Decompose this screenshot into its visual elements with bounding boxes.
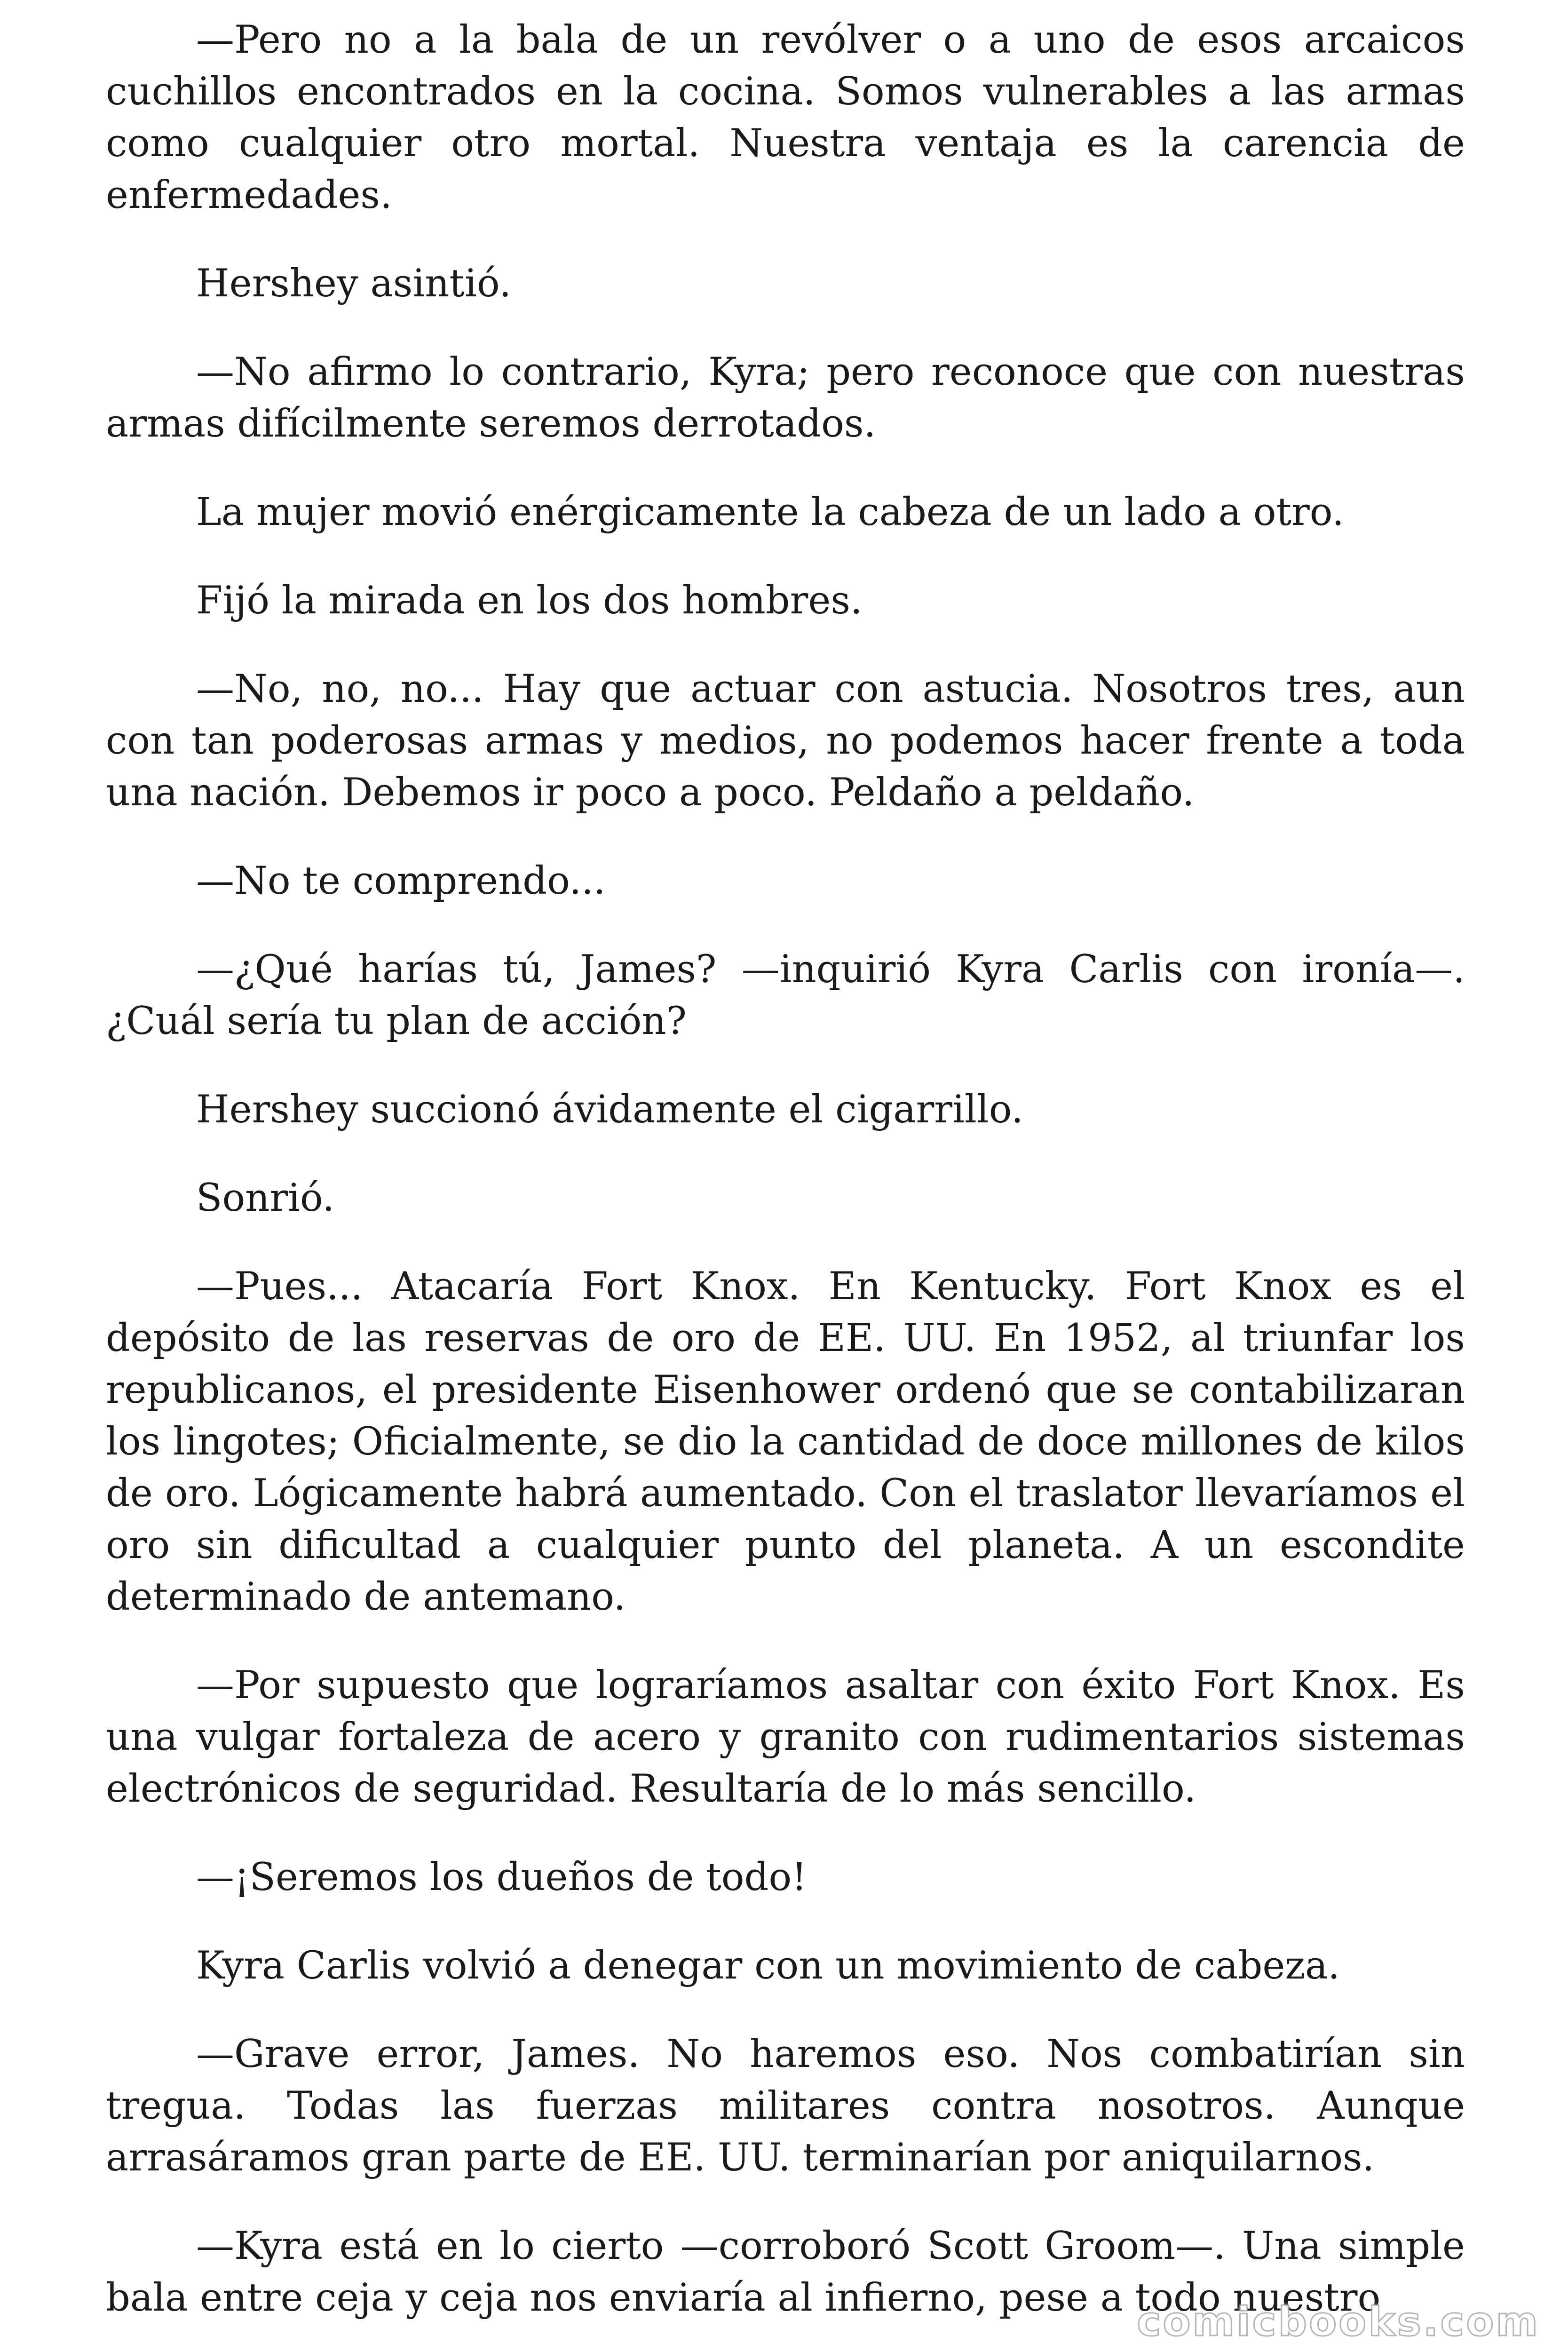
- page-text: [106, 14, 1465, 2324]
- paragraph-13: —¡Seremos los dueños de todo!: [196, 1855, 807, 1899]
- paragraph-9: Hershey succionó ávidamente el cigarrillo.: [196, 1088, 1023, 1132]
- paragraph-5: Fijó la mirada en los dos hombres.: [196, 579, 863, 623]
- paragraph-14: Kyra Carlis volvió a denegar con un movimiento de cabeza.: [196, 1944, 1340, 1988]
- watermark-logo: comicbooks.com: [1137, 2298, 1540, 2345]
- paragraph-7: —No te comprendo...: [196, 859, 606, 903]
- paragraph-3: —No afirmo lo contrario, Kyra; pero reconoce que con nuestras armas difícilmente seremos derrotados.: [106, 350, 1465, 446]
- paragraph-16: —Kyra está en lo cierto —corroboró Scott Groom—. Una simple bala entre ceja y ceja nos enviaría al infierno, pese a todo nuestro: [106, 2224, 1465, 2320]
- paragraph-1: —Pero no a la bala de un revólver o a uno de esos arcaicos cuchillos encontrados en la cocina. Somos vulnerables a las armas como cualquier otro mortal. Nuestra ventaja es la carencia de enfermedades.: [106, 18, 1465, 217]
- paragraph-6: —No, no, no... Hay que actuar con astucia. Nosotros tres, aun con tan poderosas armas y medios, no podemos hacer frente a toda una nación. Debemos ir poco a poco. Peldaño a peldaño.: [106, 667, 1465, 815]
- paragraph-2: Hershey asintió.: [196, 262, 511, 306]
- paragraph-10: Sonrió.: [196, 1176, 335, 1220]
- paragraph-4: La mujer movió enérgicamente la cabeza de un lado a otro.: [196, 490, 1344, 534]
- paragraph-15: —Grave error, James. No haremos eso. Nos combatirían sin tregua. Todas las fuerzas militares contra nosotros. Aunque arrasáramos gran parte de EE. UU. terminarían por aniquilarnos.: [106, 2032, 1465, 2180]
- paragraph-11: —Pues... Atacaría Fort Knox. En Kentucky. Fort Knox es el depósito de las reservas de oro de EE. UU. En 1952, al triunfar los republicanos, el presidente Eisenhower ordenó que se contabilizaran los lingotes; Oficialmente, se dio la cantidad de doce millones de kilos de oro. Lógicamente habrá aumentado. Con el traslator llevaríamos el oro sin dificultad a cualquier punto del planeta. A un escondite determinado de antemano.: [106, 1264, 1465, 1619]
- paragraph-12: —Por supuesto que lograríamos asaltar con éxito Fort Knox. Es una vulgar fortaleza de acero y granito con rudimentarios sistemas electrónicos de seguridad. Resultaría de lo más sencillo.: [106, 1663, 1465, 1811]
- paragraph-8: —¿Qué harías tú, James? —inquirió Kyra Carlis con ironía—. ¿Cuál sería tu plan de acción?: [106, 947, 1465, 1043]
